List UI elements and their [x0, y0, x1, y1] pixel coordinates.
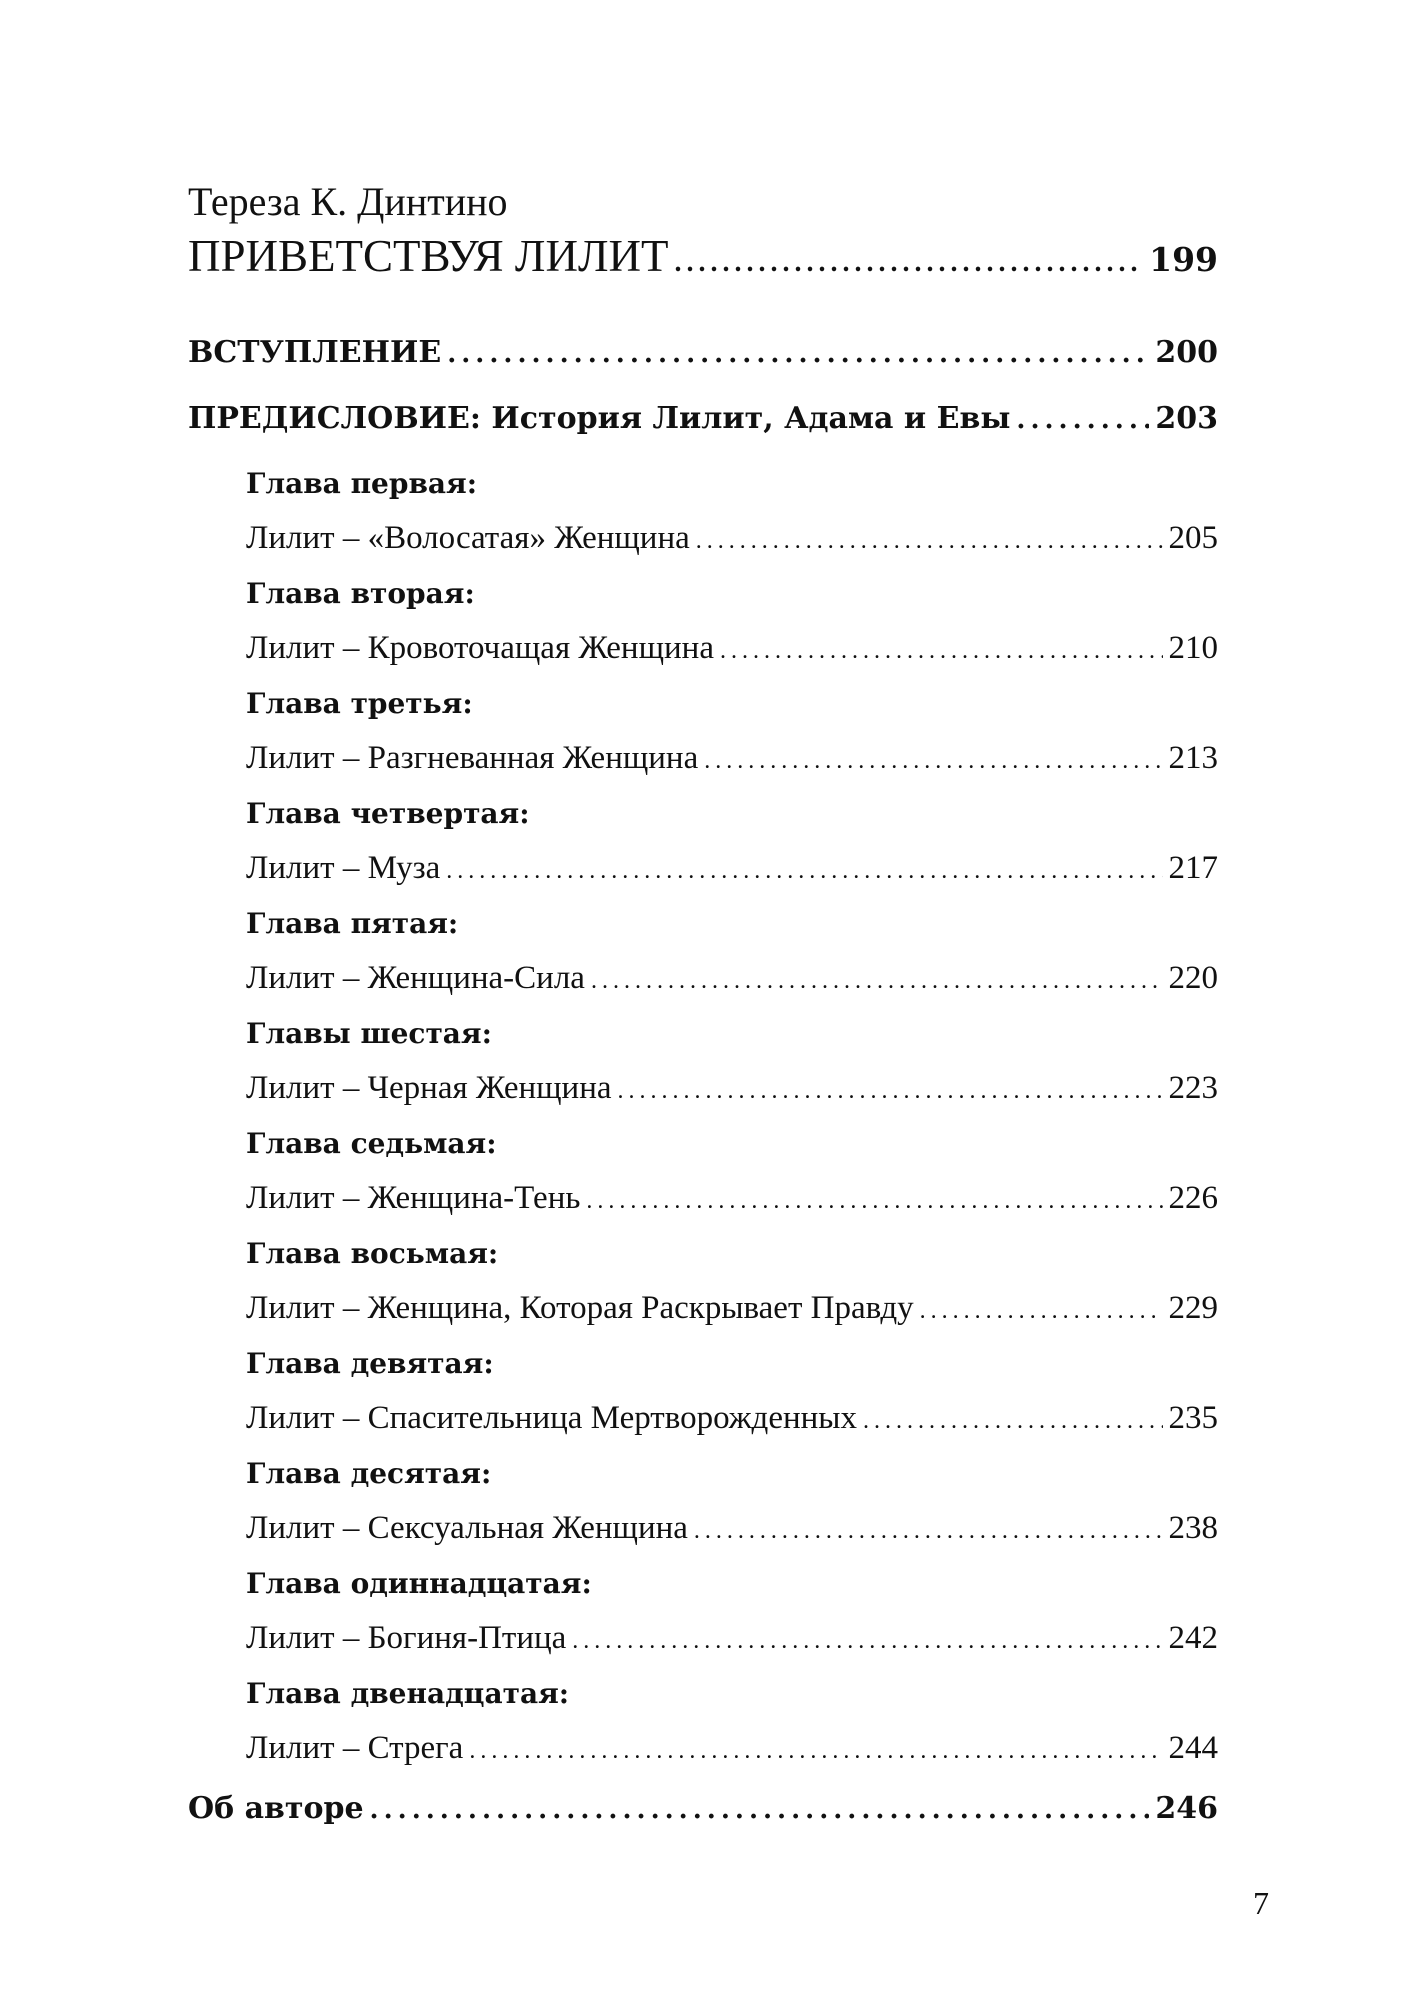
- chapter-page: 235: [1168, 1400, 1218, 1436]
- dot-leader: [694, 1502, 1163, 1561]
- chapter-heading: Глава третья:: [246, 687, 473, 720]
- chapter-page: 238: [1168, 1510, 1218, 1546]
- chapter-heading: Глава вторая:: [246, 577, 475, 610]
- chapter-item: [246, 458, 1218, 568]
- chapter-title: Лилит – Богиня-Птица: [246, 1620, 567, 1656]
- toc-entry-label: ВСТУПЛЕНИЕ: [188, 335, 442, 370]
- chapter-heading: Глава пятая:: [246, 907, 459, 940]
- chapter-page: 213: [1168, 740, 1218, 776]
- chapter-title: Лилит – Женщина-Сила: [246, 960, 585, 996]
- dot-leader: [591, 952, 1163, 1011]
- chapter-item: [246, 1558, 1218, 1668]
- chapter-title-line: [246, 1389, 1218, 1448]
- chapter-item: [246, 1338, 1218, 1448]
- chapter-list: [188, 458, 1218, 1778]
- dot-leader: [863, 1392, 1163, 1451]
- chapter-page: 210: [1168, 630, 1218, 666]
- chapter-title: Лилит – Кровоточащая Женщина: [246, 630, 714, 666]
- toc-entry-about-author: [188, 1784, 1218, 1834]
- chapter-title: Лилит – Разгневанная Женщина: [246, 740, 699, 776]
- chapter-title-line: [246, 949, 1218, 1008]
- chapter-heading: Глава первая:: [246, 467, 478, 500]
- toc-entry-intro: [188, 328, 1218, 378]
- chapter-item: [246, 1228, 1218, 1338]
- chapter-heading: Глава десятая:: [246, 1457, 492, 1490]
- page-number: 7: [1253, 1885, 1269, 1921]
- dot-leader: [674, 235, 1143, 291]
- chapter-heading: Глава одиннадцатая:: [246, 1567, 592, 1600]
- chapter-item: [246, 1448, 1218, 1558]
- toc-entry-page: 203: [1155, 401, 1218, 436]
- chapter-title-line: [246, 729, 1218, 788]
- chapter-page: 244: [1168, 1730, 1218, 1766]
- chapter-page: 217: [1168, 850, 1218, 886]
- chapter-heading: Глава седьмая:: [246, 1127, 497, 1160]
- chapter-title-line: [246, 509, 1218, 568]
- chapter-title: Лилит – Черная Женщина: [246, 1070, 612, 1106]
- chapter-item: [246, 1008, 1218, 1118]
- dot-leader: [920, 1282, 1163, 1341]
- toc-entry-page: 246: [1155, 1791, 1218, 1826]
- chapter-item: [246, 1118, 1218, 1228]
- chapter-title-line: [246, 1169, 1218, 1228]
- chapter-title-line: [246, 839, 1218, 898]
- chapter-page: 226: [1168, 1180, 1218, 1216]
- chapter-page: 223: [1168, 1070, 1218, 1106]
- chapter-title-line: [246, 1719, 1218, 1778]
- table-of-contents: [188, 178, 1218, 1834]
- chapter-title: Лилит – Спасительница Мертворожденных: [246, 1400, 857, 1436]
- toc-entry-label: ПРИВЕТСТВУЯ ЛИЛИТ: [188, 231, 669, 281]
- toc-entry-label: Об авторе: [188, 1791, 364, 1826]
- chapter-heading: Главы шестая:: [246, 1017, 492, 1050]
- chapter-item: [246, 788, 1218, 898]
- toc-entry-label: ПРЕДИСЛОВИЕ: История Лилит, Адама и Евы: [188, 401, 1011, 436]
- chapter-title-line: [246, 1279, 1218, 1338]
- dot-leader: [696, 512, 1163, 571]
- dot-leader: [447, 329, 1149, 379]
- chapter-title-line: [246, 619, 1218, 678]
- chapter-title: Лилит – Сексуальная Женщина: [246, 1510, 688, 1546]
- toc-entry-title: [188, 228, 1218, 284]
- chapter-title-line: [246, 1059, 1218, 1118]
- chapter-item: [246, 678, 1218, 788]
- dot-leader: [572, 1612, 1162, 1671]
- dot-leader: [1016, 395, 1149, 445]
- chapter-title-line: [246, 1609, 1218, 1668]
- dot-leader: [720, 622, 1163, 681]
- chapter-title: Лилит – «Волосатая» Женщина: [246, 520, 690, 556]
- chapter-heading: Глава двенадцатая:: [246, 1677, 570, 1710]
- chapter-title: Лилит – Муза: [246, 850, 441, 886]
- chapter-heading: Глава четвертая:: [246, 797, 530, 830]
- chapter-title-line: [246, 1499, 1218, 1558]
- chapter-item: [246, 1668, 1218, 1778]
- chapter-heading: Глава девятая:: [246, 1347, 494, 1380]
- chapter-page: 205: [1168, 520, 1218, 556]
- chapter-item: [246, 898, 1218, 1008]
- chapter-item: [246, 568, 1218, 678]
- dot-leader: [704, 732, 1162, 791]
- dot-leader: [618, 1062, 1163, 1121]
- chapter-title: Лилит – Стрега: [246, 1730, 464, 1766]
- dot-leader: [586, 1172, 1162, 1231]
- author-name: Тереза К. Динтино: [188, 179, 508, 224]
- dot-leader: [469, 1722, 1162, 1781]
- chapter-heading: Глава восьмая:: [246, 1237, 499, 1270]
- dot-leader: [370, 1785, 1150, 1835]
- toc-entry-page: 200: [1155, 335, 1218, 370]
- toc-entry-page: 199: [1149, 240, 1218, 279]
- chapter-title: Лилит – Женщина-Тень: [246, 1180, 581, 1216]
- chapter-page: 242: [1168, 1620, 1218, 1656]
- chapter-page: 229: [1168, 1290, 1218, 1326]
- chapter-page: 220: [1168, 960, 1218, 996]
- chapter-title: Лилит – Женщина, Которая Раскрывает Правду: [246, 1290, 914, 1326]
- toc-entry-preface: [188, 394, 1218, 444]
- dot-leader: [446, 842, 1162, 901]
